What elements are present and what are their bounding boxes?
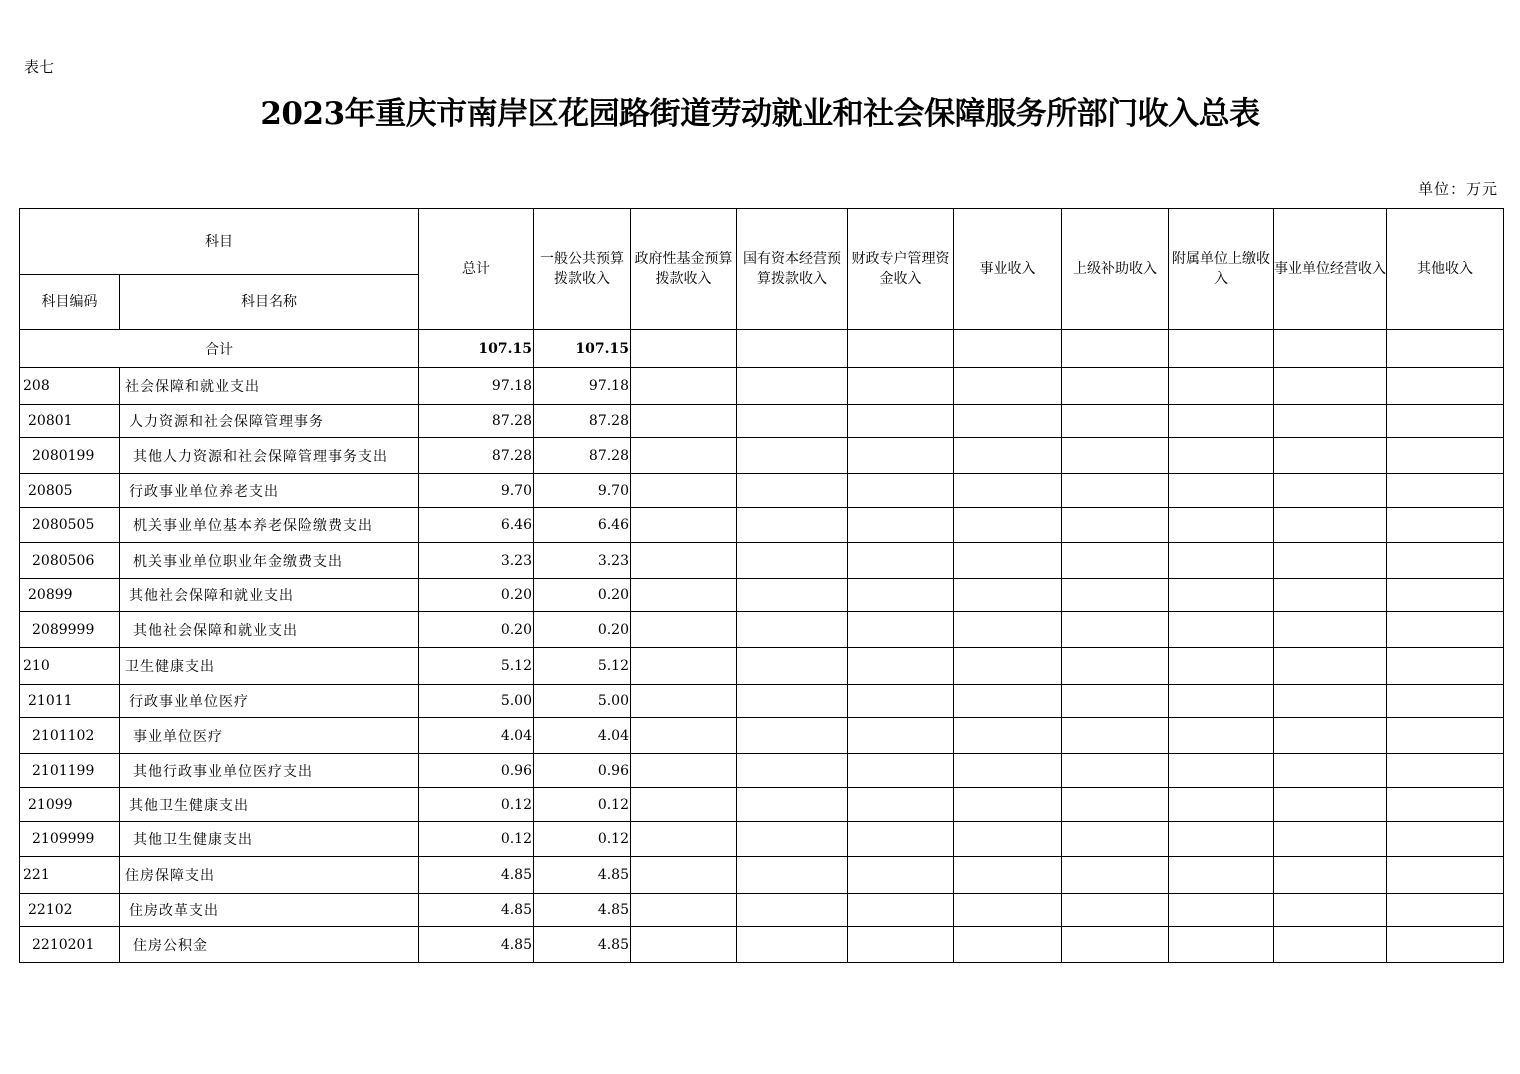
row-total: 0.96	[419, 754, 534, 788]
empty-cell	[737, 579, 848, 612]
empty-cell	[1062, 718, 1169, 754]
empty-cell	[1062, 754, 1169, 788]
empty-cell	[1169, 788, 1274, 822]
empty-cell	[1274, 857, 1387, 894]
empty-cell	[1274, 927, 1387, 963]
row-general-budget: 6.46	[534, 508, 631, 543]
row-total: 4.85	[419, 894, 534, 927]
row-total: 4.04	[419, 718, 534, 754]
subject-name: 其他社会保障和就业支出	[120, 612, 419, 648]
row-general-budget: 87.28	[534, 405, 631, 438]
table-row	[20, 405, 1504, 438]
empty-cell	[737, 368, 848, 405]
empty-cell	[1169, 927, 1274, 963]
empty-cell	[848, 788, 954, 822]
empty-cell	[1274, 579, 1387, 612]
empty-cell	[1062, 368, 1169, 405]
empty-cell	[1274, 612, 1387, 648]
empty-cell	[1387, 543, 1504, 579]
empty-cell	[954, 822, 1062, 857]
empty-cell	[1387, 405, 1504, 438]
empty-cell	[737, 754, 848, 788]
table-row	[20, 438, 1504, 474]
empty-cell	[631, 368, 737, 405]
empty-cell	[848, 612, 954, 648]
empty-cell	[737, 330, 848, 368]
empty-cell	[1387, 685, 1504, 718]
empty-cell	[1169, 405, 1274, 438]
empty-cell	[1169, 822, 1274, 857]
empty-cell	[1062, 508, 1169, 543]
subject-name: 其他人力资源和社会保障管理事务支出	[120, 438, 419, 474]
empty-cell	[1274, 894, 1387, 927]
empty-cell	[848, 508, 954, 543]
table-row	[20, 754, 1504, 788]
empty-cell	[1274, 405, 1387, 438]
empty-cell	[1387, 508, 1504, 543]
header-name: 科目名称	[120, 275, 419, 330]
row-total: 0.20	[419, 612, 534, 648]
empty-cell	[1062, 438, 1169, 474]
table-row	[20, 368, 1504, 405]
empty-cell	[954, 405, 1062, 438]
row-general-budget: 0.20	[534, 579, 631, 612]
empty-cell	[954, 927, 1062, 963]
header-state-capital: 国有资本经营预算拨款收入	[737, 209, 848, 330]
empty-cell	[631, 543, 737, 579]
total-general-budget: 107.15	[534, 330, 631, 368]
empty-cell	[631, 405, 737, 438]
table-row	[20, 508, 1504, 543]
empty-cell	[1062, 857, 1169, 894]
empty-cell	[1062, 788, 1169, 822]
subject-code: 20805	[20, 474, 120, 508]
empty-cell	[954, 685, 1062, 718]
empty-cell	[1169, 508, 1274, 543]
row-total: 0.12	[419, 822, 534, 857]
row-general-budget: 9.70	[534, 474, 631, 508]
row-general-budget: 87.28	[534, 438, 631, 474]
subject-code: 2210201	[20, 927, 120, 963]
row-total: 4.85	[419, 927, 534, 963]
empty-cell	[631, 718, 737, 754]
table-row	[20, 788, 1504, 822]
empty-cell	[737, 612, 848, 648]
subject-name: 机关事业单位职业年金缴费支出	[120, 543, 419, 579]
empty-cell	[1274, 330, 1387, 368]
subject-name: 其他卫生健康支出	[120, 822, 419, 857]
row-general-budget: 4.04	[534, 718, 631, 754]
table-row	[20, 543, 1504, 579]
empty-cell	[1169, 438, 1274, 474]
empty-cell	[954, 718, 1062, 754]
subject-code: 2080199	[20, 438, 120, 474]
empty-cell	[954, 754, 1062, 788]
table-row	[20, 648, 1504, 685]
empty-cell	[848, 685, 954, 718]
empty-cell	[954, 648, 1062, 685]
empty-cell	[954, 438, 1062, 474]
row-total: 0.20	[419, 579, 534, 612]
empty-cell	[1062, 612, 1169, 648]
empty-cell	[1169, 543, 1274, 579]
subject-name: 社会保障和就业支出	[120, 368, 419, 405]
empty-cell	[1062, 543, 1169, 579]
empty-cell	[1387, 894, 1504, 927]
empty-cell	[631, 685, 737, 718]
table-row	[20, 927, 1504, 963]
empty-cell	[737, 927, 848, 963]
header-business-income: 事业收入	[954, 209, 1062, 330]
empty-cell	[1387, 754, 1504, 788]
empty-cell	[848, 543, 954, 579]
row-total: 5.00	[419, 685, 534, 718]
header-general-budget: 一般公共预算拨款收入	[534, 209, 631, 330]
header-affiliated-income: 附属单位上缴收入	[1169, 209, 1274, 330]
empty-cell	[631, 474, 737, 508]
subject-name: 行政事业单位医疗	[120, 685, 419, 718]
empty-cell	[1274, 648, 1387, 685]
empty-cell	[848, 438, 954, 474]
subject-code: 20899	[20, 579, 120, 612]
empty-cell	[1274, 508, 1387, 543]
empty-cell	[848, 822, 954, 857]
empty-cell	[848, 368, 954, 405]
empty-cell	[954, 474, 1062, 508]
row-general-budget: 4.85	[534, 927, 631, 963]
row-total: 9.70	[419, 474, 534, 508]
empty-cell	[1062, 648, 1169, 685]
subject-code: 2080506	[20, 543, 120, 579]
empty-cell	[954, 612, 1062, 648]
subject-code: 21099	[20, 788, 120, 822]
header-code: 科目编码	[20, 275, 120, 330]
table-row	[20, 474, 1504, 508]
empty-cell	[631, 648, 737, 685]
empty-cell	[1062, 685, 1169, 718]
empty-cell	[631, 438, 737, 474]
empty-cell	[848, 648, 954, 685]
subject-code: 2101199	[20, 754, 120, 788]
subject-code: 21011	[20, 685, 120, 718]
empty-cell	[954, 543, 1062, 579]
row-general-budget: 97.18	[534, 368, 631, 405]
empty-cell	[1387, 927, 1504, 963]
header-other-income: 其他收入	[1387, 209, 1504, 330]
header-total: 总计	[419, 209, 534, 330]
empty-cell	[848, 579, 954, 612]
empty-cell	[848, 474, 954, 508]
table-row	[20, 894, 1504, 927]
total-total: 107.15	[419, 330, 534, 368]
row-total: 5.12	[419, 648, 534, 685]
empty-cell	[737, 508, 848, 543]
empty-cell	[1387, 474, 1504, 508]
empty-cell	[1062, 330, 1169, 368]
empty-cell	[848, 857, 954, 894]
empty-cell	[1274, 438, 1387, 474]
subject-code: 20801	[20, 405, 120, 438]
empty-cell	[631, 822, 737, 857]
empty-cell	[954, 788, 1062, 822]
empty-cell	[631, 788, 737, 822]
empty-cell	[1169, 368, 1274, 405]
subject-name: 人力资源和社会保障管理事务	[120, 405, 419, 438]
header-operating-income: 事业单位经营收入	[1274, 209, 1387, 330]
subject-name: 住房保障支出	[120, 857, 419, 894]
row-total: 4.85	[419, 857, 534, 894]
empty-cell	[737, 685, 848, 718]
row-total: 97.18	[419, 368, 534, 405]
income-summary-table	[19, 208, 1504, 963]
row-total: 3.23	[419, 543, 534, 579]
table-row	[20, 857, 1504, 894]
empty-cell	[848, 754, 954, 788]
row-total: 87.28	[419, 438, 534, 474]
table-number: 表七	[24, 58, 55, 76]
table-row	[20, 718, 1504, 754]
total-row	[20, 330, 1504, 368]
subject-code: 210	[20, 648, 120, 685]
subject-name: 机关事业单位基本养老保险缴费支出	[120, 508, 419, 543]
empty-cell	[1387, 822, 1504, 857]
empty-cell	[1387, 438, 1504, 474]
empty-cell	[1387, 857, 1504, 894]
empty-cell	[1387, 579, 1504, 612]
empty-cell	[1062, 579, 1169, 612]
empty-cell	[631, 927, 737, 963]
row-total: 0.12	[419, 788, 534, 822]
row-general-budget: 0.20	[534, 612, 631, 648]
empty-cell	[1274, 368, 1387, 405]
table-row	[20, 579, 1504, 612]
empty-cell	[737, 788, 848, 822]
empty-cell	[848, 405, 954, 438]
empty-cell	[1387, 612, 1504, 648]
empty-cell	[1274, 822, 1387, 857]
empty-cell	[737, 822, 848, 857]
empty-cell	[1169, 612, 1274, 648]
empty-cell	[631, 579, 737, 612]
document-title: 2023年重庆市南岸区花园路街道劳动就业和社会保障服务所部门收入总表	[260, 96, 1260, 132]
empty-cell	[737, 718, 848, 754]
empty-cell	[1387, 788, 1504, 822]
subject-code: 2089999	[20, 612, 120, 648]
empty-cell	[1274, 474, 1387, 508]
row-total: 6.46	[419, 508, 534, 543]
subject-name: 事业单位医疗	[120, 718, 419, 754]
empty-cell	[1387, 330, 1504, 368]
empty-cell	[737, 894, 848, 927]
row-general-budget: 3.23	[534, 543, 631, 579]
table-row	[20, 612, 1504, 648]
total-label: 合计	[20, 330, 419, 368]
unit-label: 单位：万元	[1417, 180, 1498, 198]
empty-cell	[631, 857, 737, 894]
row-general-budget: 0.12	[534, 788, 631, 822]
row-general-budget: 5.00	[534, 685, 631, 718]
empty-cell	[954, 894, 1062, 927]
empty-cell	[1169, 685, 1274, 718]
subject-name: 卫生健康支出	[120, 648, 419, 685]
empty-cell	[631, 612, 737, 648]
empty-cell	[1169, 474, 1274, 508]
empty-cell	[1169, 894, 1274, 927]
empty-cell	[1387, 718, 1504, 754]
empty-cell	[954, 508, 1062, 543]
empty-cell	[737, 438, 848, 474]
empty-cell	[1274, 543, 1387, 579]
empty-cell	[1169, 579, 1274, 612]
header-special-fund: 财政专户管理资金收入	[848, 209, 954, 330]
empty-cell	[1274, 685, 1387, 718]
empty-cell	[954, 330, 1062, 368]
empty-cell	[737, 543, 848, 579]
empty-cell	[1062, 894, 1169, 927]
header-superior-subsidy: 上级补助收入	[1062, 209, 1169, 330]
empty-cell	[954, 368, 1062, 405]
empty-cell	[954, 579, 1062, 612]
empty-cell	[954, 857, 1062, 894]
subject-name: 住房公积金	[120, 927, 419, 963]
subject-name: 其他卫生健康支出	[120, 788, 419, 822]
empty-cell	[1387, 648, 1504, 685]
row-general-budget: 5.12	[534, 648, 631, 685]
empty-cell	[848, 927, 954, 963]
subject-code: 208	[20, 368, 120, 405]
empty-cell	[1169, 648, 1274, 685]
empty-cell	[1169, 754, 1274, 788]
empty-cell	[1274, 718, 1387, 754]
empty-cell	[1387, 368, 1504, 405]
empty-cell	[1169, 330, 1274, 368]
empty-cell	[737, 857, 848, 894]
empty-cell	[1274, 788, 1387, 822]
empty-cell	[631, 508, 737, 543]
empty-cell	[631, 894, 737, 927]
empty-cell	[848, 894, 954, 927]
empty-cell	[631, 330, 737, 368]
empty-cell	[631, 754, 737, 788]
subject-code: 2101102	[20, 718, 120, 754]
empty-cell	[1062, 822, 1169, 857]
subject-code: 2109999	[20, 822, 120, 857]
empty-cell	[1169, 718, 1274, 754]
subject-name: 其他行政事业单位医疗支出	[120, 754, 419, 788]
empty-cell	[1274, 754, 1387, 788]
subject-code: 2080505	[20, 508, 120, 543]
subject-name: 住房改革支出	[120, 894, 419, 927]
table-row	[20, 685, 1504, 718]
row-general-budget: 0.96	[534, 754, 631, 788]
empty-cell	[1062, 405, 1169, 438]
subject-name: 行政事业单位养老支出	[120, 474, 419, 508]
empty-cell	[737, 648, 848, 685]
row-total: 87.28	[419, 405, 534, 438]
header-subject: 科目	[20, 209, 419, 275]
row-general-budget: 4.85	[534, 894, 631, 927]
empty-cell	[1062, 927, 1169, 963]
empty-cell	[848, 330, 954, 368]
empty-cell	[1169, 857, 1274, 894]
empty-cell	[848, 718, 954, 754]
row-general-budget: 4.85	[534, 857, 631, 894]
empty-cell	[737, 474, 848, 508]
subject-code: 22102	[20, 894, 120, 927]
empty-cell	[737, 405, 848, 438]
row-general-budget: 0.12	[534, 822, 631, 857]
table-row	[20, 822, 1504, 857]
subject-name: 其他社会保障和就业支出	[120, 579, 419, 612]
empty-cell	[1062, 474, 1169, 508]
subject-code: 221	[20, 857, 120, 894]
header-gov-fund: 政府性基金预算拨款收入	[631, 209, 737, 330]
